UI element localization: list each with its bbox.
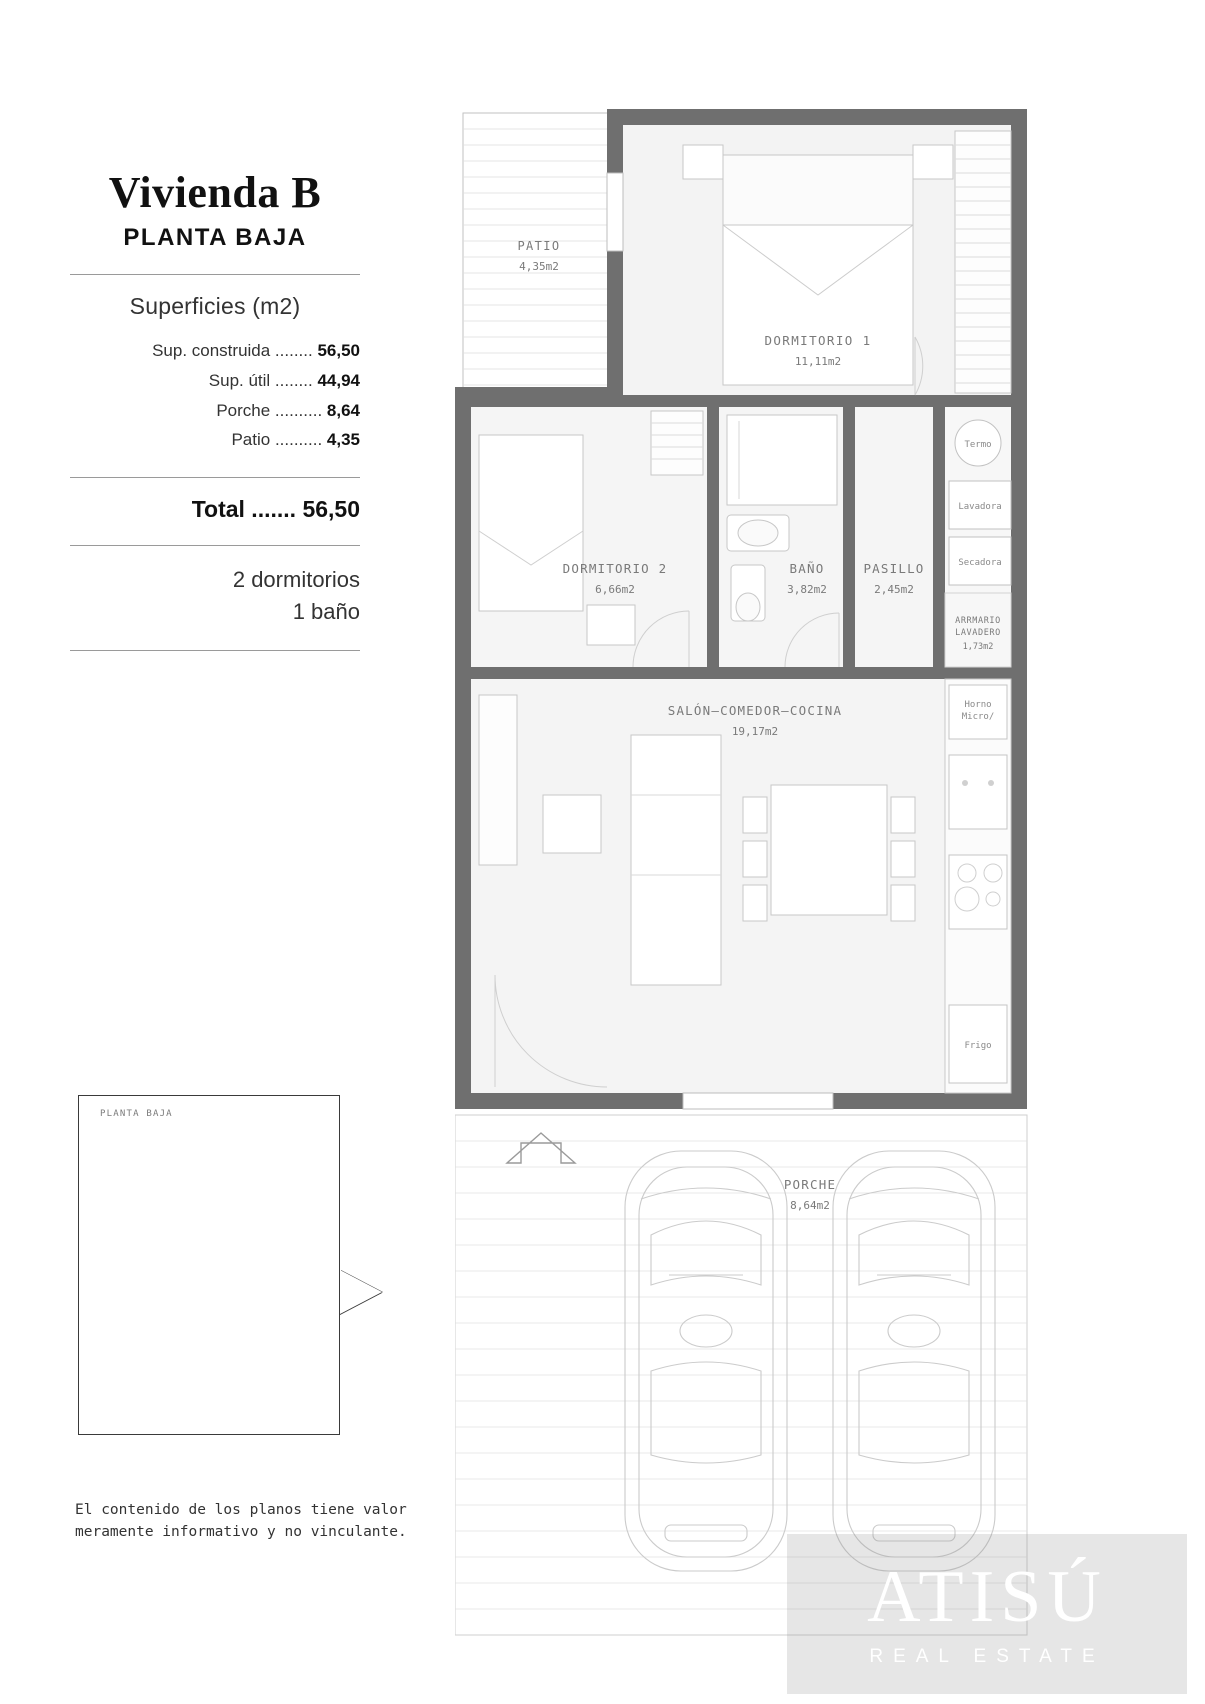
- surface-value: 8,64: [326, 400, 360, 420]
- laundry-appliances: [945, 420, 1011, 1093]
- surfaces-heading: Superficies (m2): [129, 293, 301, 320]
- title-block: [70, 170, 360, 252]
- surface-label: Porche ..........: [216, 400, 323, 420]
- key-plan-frame: [78, 1095, 340, 1435]
- label-dormitorio-2-area: 6,66m2: [595, 583, 635, 596]
- key-plan: [78, 1095, 340, 1435]
- divider: [70, 477, 360, 478]
- disclaimer-line-2: meramente informativo y no vinculante.: [75, 1523, 407, 1540]
- divider: [70, 274, 360, 275]
- label-bano-area: 3,82m2: [787, 583, 827, 596]
- patio-area: [463, 113, 615, 403]
- floor-plan-drawing: [455, 95, 1175, 1655]
- disclaimer: [75, 1500, 455, 1544]
- label-horno-2: Micro/: [961, 712, 995, 722]
- divider: [70, 650, 360, 651]
- label-armario-lavadero-area: 1,73m2: [962, 642, 994, 652]
- key-plan-pointer: [340, 1270, 382, 1314]
- label-porche: PORCHE: [783, 1177, 837, 1192]
- label-frigo: Frigo: [964, 1041, 992, 1051]
- label-patio-area: 4,35m2: [519, 260, 559, 273]
- label-armario-lavadero-1: ARRMARIO: [955, 616, 1001, 626]
- label-lavadora: Lavadora: [958, 502, 1002, 512]
- brand-name: ATISÚ: [867, 1556, 1107, 1638]
- page-subtitle: PLANTA BAJA: [123, 224, 307, 252]
- label-secadora: Secadora: [958, 558, 1002, 568]
- bathrooms-count: 1 baño: [292, 599, 360, 625]
- label-bano: BAÑO: [789, 561, 825, 576]
- disclaimer-line-1: El contenido de los planos tiene valor: [75, 1502, 407, 1518]
- label-dormitorio-1-area: 11,11m2: [794, 355, 842, 368]
- surface-label: Sup. útil ........: [208, 370, 313, 390]
- divider: [70, 545, 360, 546]
- rooms-summary: [70, 564, 360, 628]
- label-porche-area: 8,64m2: [790, 1199, 830, 1212]
- surface-label: Patio ..........: [231, 430, 323, 450]
- surface-value: 56,50: [317, 341, 360, 361]
- brand-watermark: [787, 1534, 1187, 1694]
- total-value: 56,50: [302, 496, 360, 523]
- list-item: [70, 336, 360, 366]
- label-dormitorio-2: DORMITORIO 2: [562, 561, 668, 576]
- surface-value: 44,94: [317, 370, 360, 390]
- surface-value: 4,35: [326, 430, 360, 450]
- label-armario-lavadero-2: LAVADERO: [955, 628, 1001, 638]
- label-termo: Termo: [964, 440, 992, 450]
- bedrooms-count: 2 dormitorios: [232, 567, 360, 593]
- total-label: Total .......: [191, 496, 297, 523]
- surface-label: Sup. construida ........: [152, 341, 313, 361]
- label-salon-area: 19,17m2: [731, 725, 779, 738]
- floor-plan: [455, 95, 1175, 1655]
- label-dormitorio-1: DORMITORIO 1: [764, 333, 872, 348]
- total-row: [70, 496, 360, 523]
- info-panel: [70, 170, 360, 669]
- list-item: [70, 425, 360, 455]
- list-item: [70, 366, 360, 396]
- label-salon: SALÓN—COMEDOR—COCINA: [667, 703, 843, 718]
- label-pasillo: PASILLO: [863, 561, 925, 576]
- label-pasillo-area: 2,45m2: [874, 583, 914, 596]
- brand-tagline: REAL ESTATE: [869, 1646, 1105, 1667]
- label-patio: PATIO: [517, 239, 561, 253]
- label-horno-1: Horno: [964, 700, 992, 710]
- key-plan-label: PLANTA BAJA: [100, 1109, 173, 1119]
- list-item: [70, 396, 360, 426]
- surfaces-list: [70, 336, 360, 455]
- page-title: Vivienda B: [108, 168, 322, 217]
